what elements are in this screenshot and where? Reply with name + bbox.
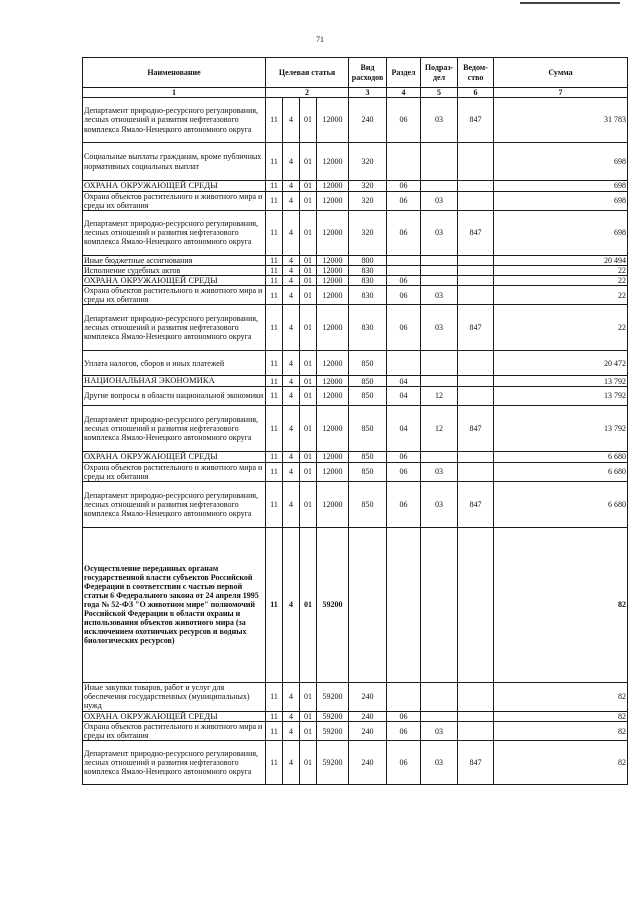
table-row bbox=[83, 741, 628, 785]
article-part-1: 11 bbox=[266, 741, 283, 785]
article-part-1: 11 bbox=[266, 722, 283, 741]
article-part-1: 11 bbox=[266, 305, 283, 351]
subsection-cell bbox=[421, 255, 458, 265]
department-cell bbox=[458, 376, 494, 387]
expense-type-cell: 830 bbox=[349, 265, 387, 275]
subsection-cell bbox=[421, 527, 458, 682]
scan-edge-mark bbox=[520, 2, 620, 4]
section-cell bbox=[387, 682, 421, 711]
section-cell bbox=[387, 527, 421, 682]
table-row bbox=[83, 722, 628, 741]
article-part-4: 59200 bbox=[317, 711, 349, 722]
sum-cell: 698 bbox=[494, 191, 628, 210]
header-sum: Сумма bbox=[494, 58, 628, 88]
expense-type-cell: 830 bbox=[349, 305, 387, 351]
row-name: Уплата налогов, сборов и иных платежей bbox=[83, 351, 266, 376]
article-part-2: 4 bbox=[283, 286, 300, 305]
sum-cell: 82 bbox=[494, 741, 628, 785]
subsection-cell bbox=[421, 682, 458, 711]
article-part-2: 4 bbox=[283, 722, 300, 741]
expense-type-cell: 830 bbox=[349, 275, 387, 286]
expense-type-cell: 800 bbox=[349, 255, 387, 265]
row-name: Департамент природно-ресурсного регулирования, лесных отношений и развития нефтегазового комплекса Ямало-Ненецкого автономного округа bbox=[83, 210, 266, 255]
table-row bbox=[83, 527, 628, 682]
article-part-1: 11 bbox=[266, 286, 283, 305]
sum-cell: 698 bbox=[494, 143, 628, 181]
article-part-3: 01 bbox=[300, 275, 317, 286]
expense-type-cell: 850 bbox=[349, 462, 387, 481]
subsection-cell: 03 bbox=[421, 741, 458, 785]
article-part-4: 12000 bbox=[317, 98, 349, 143]
article-part-3: 01 bbox=[300, 722, 317, 741]
article-part-4: 12000 bbox=[317, 386, 349, 405]
section-cell: 04 bbox=[387, 376, 421, 387]
budget-table bbox=[82, 57, 628, 785]
article-part-4: 12000 bbox=[317, 143, 349, 181]
section-cell: 06 bbox=[387, 286, 421, 305]
table-row bbox=[83, 305, 628, 351]
article-part-3: 01 bbox=[300, 405, 317, 451]
article-part-3: 01 bbox=[300, 462, 317, 481]
expense-type-cell: 320 bbox=[349, 210, 387, 255]
article-part-3: 01 bbox=[300, 386, 317, 405]
table-row bbox=[83, 255, 628, 265]
article-part-4: 12000 bbox=[317, 462, 349, 481]
subsection-cell: 03 bbox=[421, 305, 458, 351]
article-part-2: 4 bbox=[283, 741, 300, 785]
section-cell: 06 bbox=[387, 722, 421, 741]
department-cell bbox=[458, 181, 494, 192]
department-cell: 847 bbox=[458, 98, 494, 143]
article-part-2: 4 bbox=[283, 376, 300, 387]
section-cell: 06 bbox=[387, 181, 421, 192]
header-expense-type: Вид расходов bbox=[349, 58, 387, 88]
table-row bbox=[83, 191, 628, 210]
article-part-4: 12000 bbox=[317, 210, 349, 255]
column-number: 5 bbox=[421, 88, 458, 98]
section-cell bbox=[387, 255, 421, 265]
department-cell bbox=[458, 265, 494, 275]
sum-cell: 82 bbox=[494, 711, 628, 722]
section-cell: 06 bbox=[387, 98, 421, 143]
row-name: Департамент природно-ресурсного регулирования, лесных отношений и развития нефтегазового комплекса Ямало-Ненецкого автономного округа bbox=[83, 98, 266, 143]
article-part-2: 4 bbox=[283, 143, 300, 181]
article-part-3: 01 bbox=[300, 351, 317, 376]
article-part-2: 4 bbox=[283, 275, 300, 286]
department-cell bbox=[458, 255, 494, 265]
sum-cell: 22 bbox=[494, 265, 628, 275]
row-name: Другие вопросы в области национальной экономики bbox=[83, 386, 266, 405]
expense-type-cell: 240 bbox=[349, 682, 387, 711]
section-cell: 04 bbox=[387, 405, 421, 451]
table-row bbox=[83, 711, 628, 722]
article-part-3: 01 bbox=[300, 210, 317, 255]
subsection-cell: 12 bbox=[421, 386, 458, 405]
article-part-3: 01 bbox=[300, 741, 317, 785]
column-number: 4 bbox=[387, 88, 421, 98]
article-part-4: 12000 bbox=[317, 191, 349, 210]
row-name: ОХРАНА ОКРУЖАЮЩЕЙ СРЕДЫ bbox=[83, 275, 266, 286]
section-cell: 06 bbox=[387, 191, 421, 210]
column-number: 7 bbox=[494, 88, 628, 98]
article-part-1: 11 bbox=[266, 143, 283, 181]
article-part-2: 4 bbox=[283, 265, 300, 275]
section-cell bbox=[387, 351, 421, 376]
article-part-4: 12000 bbox=[317, 286, 349, 305]
article-part-4: 59200 bbox=[317, 741, 349, 785]
article-part-4: 59200 bbox=[317, 722, 349, 741]
header-section: Раздел bbox=[387, 58, 421, 88]
sum-cell: 698 bbox=[494, 181, 628, 192]
sum-cell: 13 792 bbox=[494, 376, 628, 387]
article-part-3: 01 bbox=[300, 286, 317, 305]
article-part-4: 12000 bbox=[317, 305, 349, 351]
article-part-1: 11 bbox=[266, 181, 283, 192]
row-name: Осуществление переданных органам государственной власти субъектов Российской Федерации в соответствии с частью первой статьи 6 Федерального закона от 24 апреля 1995 года № 52-ФЗ "О животном мире" полномочий Российской Федерации в области охраны и использования объектов животного мира (за исключением охотничьих ресурсов и водных биологических ресурсов) bbox=[83, 527, 266, 682]
article-part-4: 12000 bbox=[317, 405, 349, 451]
article-part-4: 12000 bbox=[317, 451, 349, 462]
subsection-cell bbox=[421, 376, 458, 387]
department-cell bbox=[458, 462, 494, 481]
table-row bbox=[83, 286, 628, 305]
department-cell: 847 bbox=[458, 305, 494, 351]
article-part-1: 11 bbox=[266, 351, 283, 376]
row-name: Охрана объектов растительного и животного мира и среды их обитания bbox=[83, 286, 266, 305]
table-row bbox=[83, 351, 628, 376]
article-part-2: 4 bbox=[283, 351, 300, 376]
sum-cell: 22 bbox=[494, 275, 628, 286]
subsection-cell bbox=[421, 451, 458, 462]
article-part-2: 4 bbox=[283, 305, 300, 351]
subsection-cell bbox=[421, 275, 458, 286]
department-cell bbox=[458, 275, 494, 286]
expense-type-cell: 850 bbox=[349, 481, 387, 527]
expense-type-cell: 320 bbox=[349, 191, 387, 210]
article-part-2: 4 bbox=[283, 181, 300, 192]
table-row bbox=[83, 682, 628, 711]
article-part-1: 11 bbox=[266, 275, 283, 286]
article-part-3: 01 bbox=[300, 181, 317, 192]
expense-type-cell: 830 bbox=[349, 286, 387, 305]
header-subsection: Подраз-дел bbox=[421, 58, 458, 88]
page-number: 71 bbox=[316, 35, 324, 44]
article-part-4: 12000 bbox=[317, 376, 349, 387]
article-part-2: 4 bbox=[283, 98, 300, 143]
article-part-3: 01 bbox=[300, 191, 317, 210]
expense-type-cell: 850 bbox=[349, 405, 387, 451]
table-row bbox=[83, 210, 628, 255]
section-cell: 06 bbox=[387, 711, 421, 722]
section-cell: 04 bbox=[387, 386, 421, 405]
section-cell: 06 bbox=[387, 451, 421, 462]
department-cell bbox=[458, 451, 494, 462]
department-cell bbox=[458, 682, 494, 711]
sum-cell: 22 bbox=[494, 286, 628, 305]
row-name: НАЦИОНАЛЬНАЯ ЭКОНОМИКА bbox=[83, 376, 266, 387]
header-name: Наименование bbox=[83, 58, 266, 88]
row-name: ОХРАНА ОКРУЖАЮЩЕЙ СРЕДЫ bbox=[83, 451, 266, 462]
table-row bbox=[83, 386, 628, 405]
article-part-3: 01 bbox=[300, 98, 317, 143]
department-cell: 847 bbox=[458, 405, 494, 451]
table-row bbox=[83, 462, 628, 481]
expense-type-cell: 240 bbox=[349, 741, 387, 785]
subsection-cell: 03 bbox=[421, 191, 458, 210]
expense-type-cell: 850 bbox=[349, 451, 387, 462]
sum-cell: 82 bbox=[494, 527, 628, 682]
column-number: 2 bbox=[266, 88, 349, 98]
article-part-1: 11 bbox=[266, 405, 283, 451]
row-name: Охрана объектов растительного и животного мира и среды их обитания bbox=[83, 462, 266, 481]
row-name: ОХРАНА ОКРУЖАЮЩЕЙ СРЕДЫ bbox=[83, 711, 266, 722]
sum-cell: 6 680 bbox=[494, 451, 628, 462]
article-part-1: 11 bbox=[266, 451, 283, 462]
article-part-4: 12000 bbox=[317, 351, 349, 376]
department-cell bbox=[458, 286, 494, 305]
subsection-cell bbox=[421, 143, 458, 181]
expense-type-cell: 320 bbox=[349, 181, 387, 192]
row-name: ОХРАНА ОКРУЖАЮЩЕЙ СРЕДЫ bbox=[83, 181, 266, 192]
subsection-cell bbox=[421, 711, 458, 722]
row-name: Департамент природно-ресурсного регулирования, лесных отношений и развития нефтегазового комплекса Ямало-Ненецкого автономного округа bbox=[83, 405, 266, 451]
article-part-4: 12000 bbox=[317, 481, 349, 527]
column-number: 1 bbox=[83, 88, 266, 98]
section-cell: 06 bbox=[387, 481, 421, 527]
article-part-1: 11 bbox=[266, 386, 283, 405]
sum-cell: 6 680 bbox=[494, 462, 628, 481]
article-part-2: 4 bbox=[283, 405, 300, 451]
article-part-1: 11 bbox=[266, 481, 283, 527]
article-part-3: 01 bbox=[300, 376, 317, 387]
department-cell bbox=[458, 351, 494, 376]
table-row bbox=[83, 451, 628, 462]
expense-type-cell: 240 bbox=[349, 98, 387, 143]
article-part-1: 11 bbox=[266, 682, 283, 711]
article-part-4: 59200 bbox=[317, 527, 349, 682]
table-row bbox=[83, 405, 628, 451]
subsection-cell: 03 bbox=[421, 210, 458, 255]
article-part-4: 12000 bbox=[317, 265, 349, 275]
article-part-4: 59200 bbox=[317, 682, 349, 711]
department-cell: 847 bbox=[458, 481, 494, 527]
department-cell bbox=[458, 143, 494, 181]
article-part-2: 4 bbox=[283, 481, 300, 527]
subsection-cell: 03 bbox=[421, 722, 458, 741]
table-body bbox=[83, 98, 628, 785]
header-article: Целевая статья bbox=[266, 58, 349, 88]
expense-type-cell: 240 bbox=[349, 722, 387, 741]
sum-cell: 22 bbox=[494, 305, 628, 351]
article-part-1: 11 bbox=[266, 191, 283, 210]
department-cell: 847 bbox=[458, 741, 494, 785]
subsection-cell bbox=[421, 181, 458, 192]
article-part-3: 01 bbox=[300, 711, 317, 722]
article-part-4: 12000 bbox=[317, 181, 349, 192]
section-cell bbox=[387, 265, 421, 275]
table-row bbox=[83, 376, 628, 387]
article-part-3: 01 bbox=[300, 265, 317, 275]
sum-cell: 13 792 bbox=[494, 386, 628, 405]
expense-type-cell: 850 bbox=[349, 351, 387, 376]
row-name: Охрана объектов растительного и животного мира и среды их обитания bbox=[83, 191, 266, 210]
article-part-2: 4 bbox=[283, 527, 300, 682]
article-part-3: 01 bbox=[300, 305, 317, 351]
subsection-cell bbox=[421, 265, 458, 275]
article-part-1: 11 bbox=[266, 255, 283, 265]
article-part-1: 11 bbox=[266, 711, 283, 722]
article-part-1: 11 bbox=[266, 265, 283, 275]
article-part-2: 4 bbox=[283, 255, 300, 265]
department-cell bbox=[458, 722, 494, 741]
row-name: Исполнение судебных актов bbox=[83, 265, 266, 275]
sum-cell: 20 472 bbox=[494, 351, 628, 376]
sum-cell: 82 bbox=[494, 722, 628, 741]
department-cell bbox=[458, 386, 494, 405]
department-cell bbox=[458, 191, 494, 210]
row-name: Охрана объектов растительного и животного мира и среды их обитания bbox=[83, 722, 266, 741]
table-row bbox=[83, 181, 628, 192]
department-cell bbox=[458, 711, 494, 722]
row-name: Департамент природно-ресурсного регулирования, лесных отношений и развития нефтегазового комплекса Ямало-Ненецкого автономного округа bbox=[83, 741, 266, 785]
subsection-cell: 03 bbox=[421, 98, 458, 143]
table-row bbox=[83, 481, 628, 527]
section-cell: 06 bbox=[387, 275, 421, 286]
row-name: Департамент природно-ресурсного регулирования, лесных отношений и развития нефтегазового комплекса Ямало-Ненецкого автономного округа bbox=[83, 305, 266, 351]
expense-type-cell bbox=[349, 527, 387, 682]
article-part-1: 11 bbox=[266, 527, 283, 682]
expense-type-cell: 850 bbox=[349, 376, 387, 387]
column-number: 3 bbox=[349, 88, 387, 98]
article-part-1: 11 bbox=[266, 462, 283, 481]
section-cell: 06 bbox=[387, 741, 421, 785]
article-part-2: 4 bbox=[283, 191, 300, 210]
article-part-2: 4 bbox=[283, 462, 300, 481]
subsection-cell: 03 bbox=[421, 462, 458, 481]
article-part-2: 4 bbox=[283, 451, 300, 462]
article-part-1: 11 bbox=[266, 376, 283, 387]
section-cell bbox=[387, 143, 421, 181]
column-number: 6 bbox=[458, 88, 494, 98]
department-cell bbox=[458, 527, 494, 682]
expense-type-cell: 320 bbox=[349, 143, 387, 181]
subsection-cell: 03 bbox=[421, 286, 458, 305]
article-part-4: 12000 bbox=[317, 255, 349, 265]
row-name: Иные бюджетные ассигнования bbox=[83, 255, 266, 265]
subsection-cell: 12 bbox=[421, 405, 458, 451]
sum-cell: 6 680 bbox=[494, 481, 628, 527]
sum-cell: 20 494 bbox=[494, 255, 628, 265]
section-cell: 06 bbox=[387, 210, 421, 255]
article-part-4: 12000 bbox=[317, 275, 349, 286]
article-part-2: 4 bbox=[283, 682, 300, 711]
article-part-1: 11 bbox=[266, 210, 283, 255]
table-row bbox=[83, 265, 628, 275]
subsection-cell: 03 bbox=[421, 481, 458, 527]
sum-cell: 698 bbox=[494, 210, 628, 255]
table-row bbox=[83, 98, 628, 143]
expense-type-cell: 240 bbox=[349, 711, 387, 722]
row-name: Департамент природно-ресурсного регулирования, лесных отношений и развития нефтегазового комплекса Ямало-Ненецкого автономного округа bbox=[83, 481, 266, 527]
header-department: Ведом-ство bbox=[458, 58, 494, 88]
sum-cell: 31 783 bbox=[494, 98, 628, 143]
article-part-2: 4 bbox=[283, 210, 300, 255]
sum-cell: 82 bbox=[494, 682, 628, 711]
row-name: Иные закупки товаров, работ и услуг для обеспечения государственных (муниципальных) нужд bbox=[83, 682, 266, 711]
table-row bbox=[83, 143, 628, 181]
article-part-3: 01 bbox=[300, 527, 317, 682]
expense-type-cell: 850 bbox=[349, 386, 387, 405]
department-cell: 847 bbox=[458, 210, 494, 255]
article-part-3: 01 bbox=[300, 143, 317, 181]
article-part-2: 4 bbox=[283, 711, 300, 722]
article-part-3: 01 bbox=[300, 255, 317, 265]
article-part-3: 01 bbox=[300, 481, 317, 527]
sum-cell: 13 792 bbox=[494, 405, 628, 451]
row-name: Социальные выплаты гражданам, кроме публичных нормативных социальных выплат bbox=[83, 143, 266, 181]
subsection-cell bbox=[421, 351, 458, 376]
section-cell: 06 bbox=[387, 305, 421, 351]
article-part-3: 01 bbox=[300, 682, 317, 711]
section-cell: 06 bbox=[387, 462, 421, 481]
article-part-1: 11 bbox=[266, 98, 283, 143]
article-part-3: 01 bbox=[300, 451, 317, 462]
table-row bbox=[83, 275, 628, 286]
article-part-2: 4 bbox=[283, 386, 300, 405]
